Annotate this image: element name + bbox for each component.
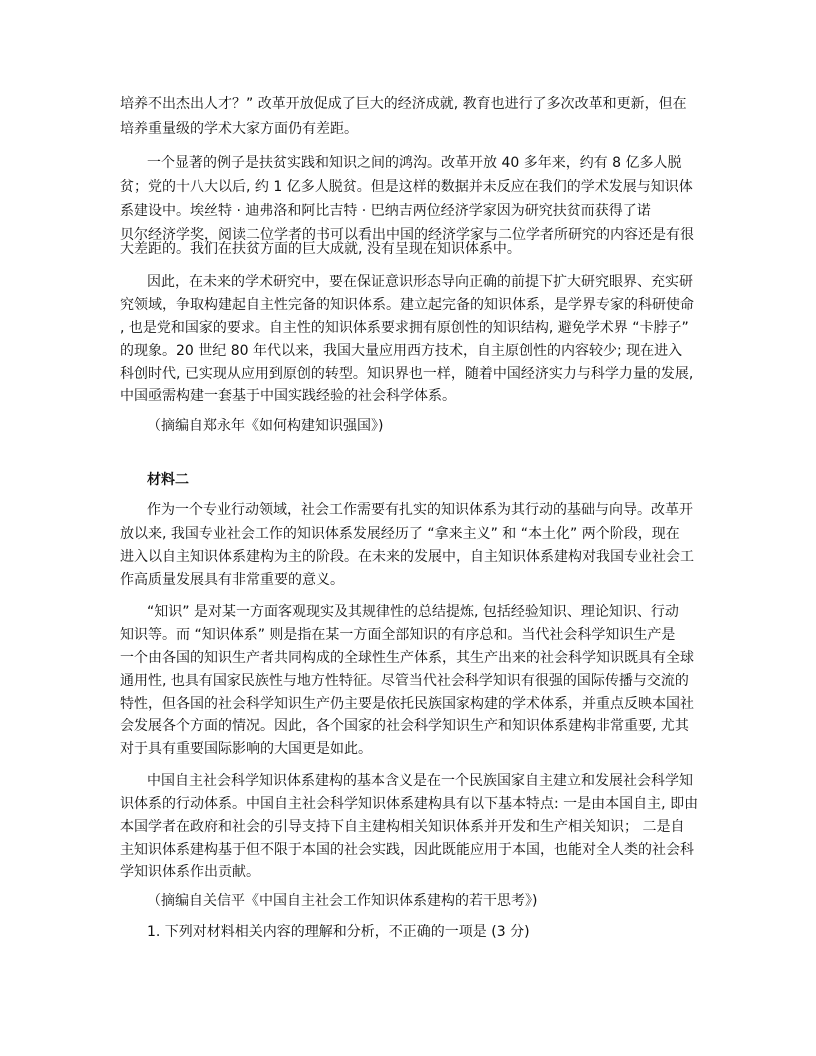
question-prompt: 1. 下列对材料相关内容的理解和分析，不正确的一项是 (3 分) xyxy=(147,924,530,940)
text-line: 识体系的行动体系。中国自主社会科学知识体系建构具有以下基本特点: 一是由本国自主, 即由 xyxy=(120,796,699,812)
text-line: , 也是党和国家的要求。自主性的知识体系要求拥有原创性的知识结构, 避免学术界 “卡脖子” xyxy=(120,320,689,336)
text-line: 特性，但各国的社会科学知识生产仍主要是依托民族国家构建的学术体系，并重点反映本国社 xyxy=(120,696,694,712)
text-line: 进入以自主知识体系建构为主的阶段。在未来的发展中，自主知识体系建构对我国专业社会工 xyxy=(120,549,694,565)
text-line: 的现象。20 世纪 80 年代以来，我国大量应用西方技术，自主原创性的内容较少; 现在进入 xyxy=(120,343,683,359)
text-line: 一个由各国的知识生产者共同构成的全球性生产体系，其生产出来的社会科学知识既具有全球 xyxy=(120,650,694,666)
text-line: 会发展各个方面的情况。因此，各个国家的社会科学知识生产和知识体系建构非常重要, 尤其 xyxy=(120,718,689,734)
text-line: 贝尔经济学奖，阅读二位学者的书可以看出中国的经济学家与二位学者所研究的内容还是有很 xyxy=(120,227,694,243)
text-line: 中国亟需构建一套基于中国实践经验的社会科学体系。 xyxy=(120,388,456,404)
text-line: 学知识体系作出贡献。 xyxy=(120,864,260,880)
source-citation: （摘编自郑永年《如何构建知识强国》) xyxy=(147,418,384,434)
text-line: 中国自主社会科学知识体系建构的基本含义是在一个民族国家自主建立和发展社会科学知 xyxy=(147,773,693,789)
section-heading: 材料二 xyxy=(147,472,189,488)
text-line: 一个显著的例子是扶贫实践和知识之间的鸿沟。改革开放 40 多年来，约有 8 亿多人脱 xyxy=(147,155,682,171)
text-line: 大差距的。我们在扶贫方面的巨大成就, 没有呈现在知识体系中。 xyxy=(120,241,521,257)
text-line: 通用性, 也具有国家民族性与地方性特征。尽管当代社会科学知识有很强的国际传播与交流的 xyxy=(120,673,689,689)
text-line: 作为一个专业行动领域，社会工作需要有扎实的知识体系为其行动的基础与向导。改革开 xyxy=(147,502,693,518)
text-line: “知识” 是对某一方面客观现实及其规律性的总结提炼, 包括经验知识、理论知识、行动 xyxy=(147,604,679,620)
text-line: 科创时代, 已实现从应用到原创的转型。知识界也一样，随着中国经济实力与科学力量的发展, xyxy=(120,366,694,382)
text-line: 培养重量级的学术大家方面仍有差距。 xyxy=(120,121,358,137)
text-line: 主知识体系建构基于但不限于本国的社会实践，因此既能应用于本国，也能对全人类的社会科 xyxy=(120,842,694,858)
text-line: 本国学者在政府和社会的引导支持下自主建构相关知识体系并开发和生产相关知识； 二是自 xyxy=(120,819,685,835)
text-line: 因此，在未来的学术研究中，要在保证意识形态导向正确的前提下扩大研究眼界、充实研 xyxy=(147,274,693,290)
text-line: 系建设中。埃丝特 · 迪弗洛和阿比吉特 · 巴纳吉两位经济学家因为研究扶贫而获得了诺 xyxy=(120,203,651,219)
text-line: 作高质量发展具有非常重要的意义。 xyxy=(120,572,344,588)
text-line: 贫；党的十八大以后, 约 1 亿多人脱贫。但是这样的数据并未反应在我们的学术发展与知识体 xyxy=(120,179,693,195)
text-line: 培养不出杰出人才？” 改革开放促成了巨大的经济成就, 教育也进行了多次改革和更新，但在 xyxy=(120,96,687,112)
source-citation: （摘编自关信平《中国自主社会工作知识体系建构的若干思考》) xyxy=(147,893,538,909)
text-line: 知识等。而 “知识体系” 则是指在某一方面全部知识的有序总和。当代社会科学知识生产是 xyxy=(120,627,676,643)
text-line: 放以来, 我国专业社会工作的知识体系发展经历了 “拿来主义” 和 “本土化” 两个阶段，现在 xyxy=(120,526,680,542)
text-line: 究领域，争取构建起自主性完备的知识体系。建立起完备的知识体系，是学界专家的科研使命 xyxy=(120,297,694,313)
text-line: 对于具有重要国际影响的大国更是如此。 xyxy=(120,741,372,757)
